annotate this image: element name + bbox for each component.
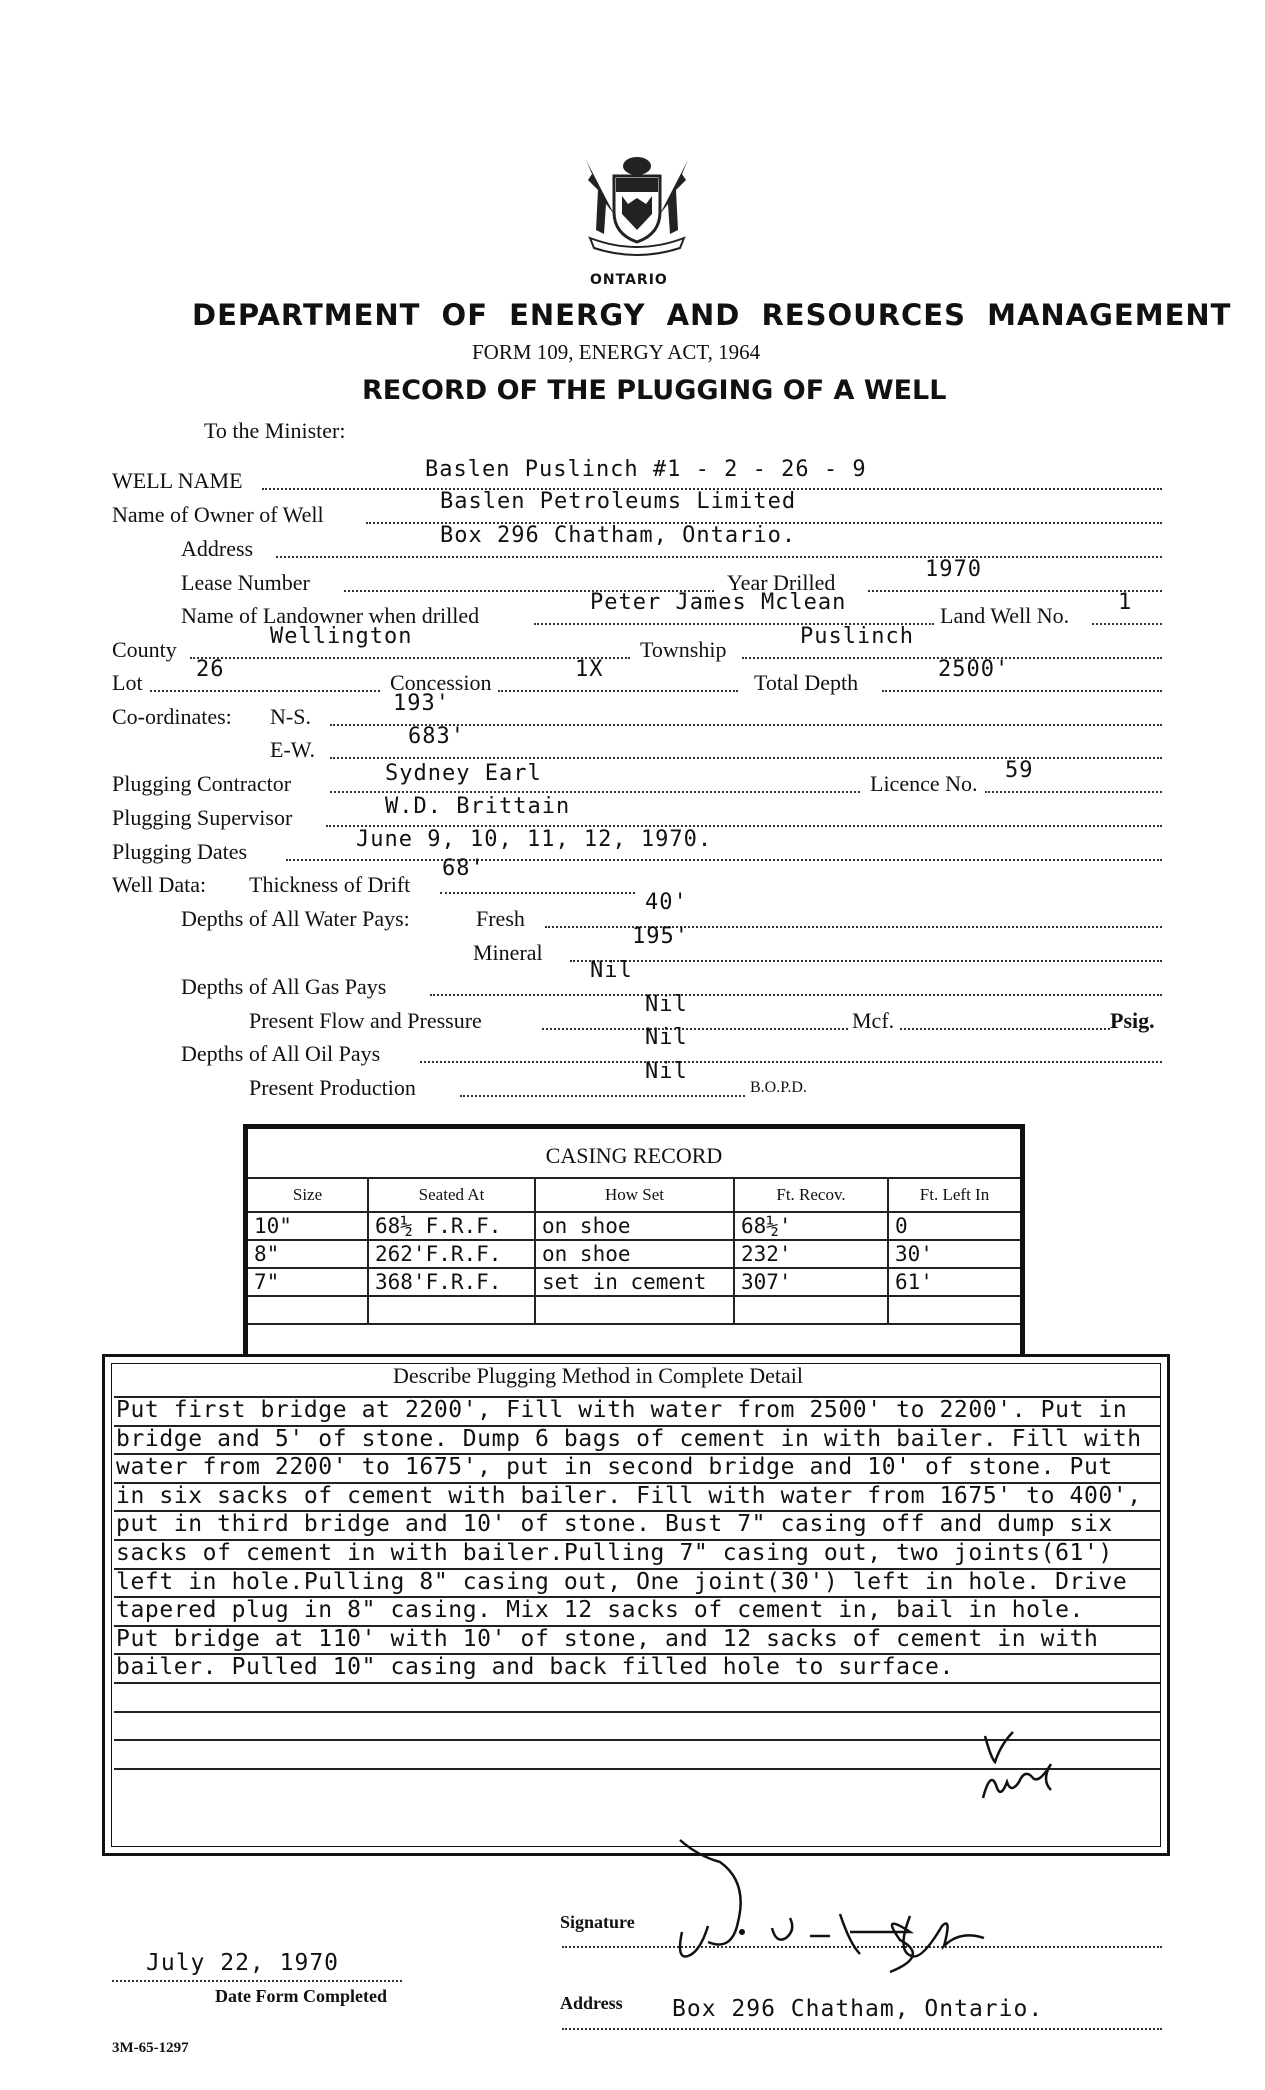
- concession-label: Concession: [390, 670, 492, 695]
- township-label: Township: [640, 637, 727, 662]
- casing-cell: [888, 1296, 1020, 1324]
- plugging-line: water from 2200' to 1675', put in second bridge and 10' of stone. Put: [116, 1454, 1113, 1480]
- gas-value: Nil: [590, 958, 633, 983]
- casing-cell: 307': [734, 1268, 888, 1296]
- ruled-line: [114, 1711, 1160, 1713]
- casing-cell: on shoe: [535, 1212, 734, 1240]
- bopd-label: B.O.P.D.: [750, 1079, 807, 1096]
- lot-value: 26: [196, 657, 225, 682]
- casing-cell: 61': [888, 1268, 1020, 1296]
- total-depth-label: Total Depth: [754, 670, 859, 695]
- casing-rows: [248, 1212, 1020, 1324]
- col-seated: Seated At: [368, 1178, 535, 1212]
- department-title: DEPARTMENT OF ENERGY AND RESOURCES MANAGEMENT: [192, 298, 1232, 332]
- owner-label: Name of Owner of Well: [112, 502, 324, 527]
- contractor-value: Sydney Earl: [385, 761, 542, 786]
- form-subtitle: FORM 109, ENERGY ACT, 1964: [472, 340, 761, 364]
- casing-row: [248, 1212, 1020, 1240]
- casing-cell: on shoe: [535, 1240, 734, 1268]
- landowner-value: Peter James Mclean: [590, 590, 847, 615]
- dates-label: Plugging Dates: [112, 839, 248, 864]
- casing-cell: [248, 1296, 368, 1324]
- plugging-line: left in hole.Pulling 8" casing out, One joint(30') left in hole. Drive: [116, 1569, 1128, 1595]
- col-howset: How Set: [535, 1178, 734, 1212]
- casing-row: [248, 1240, 1020, 1268]
- ruled-line: [114, 1682, 1160, 1684]
- approval-initials: [975, 1728, 1085, 1808]
- production-value: Nil: [645, 1059, 688, 1084]
- date-completed-label: Date Form Completed: [215, 1986, 387, 2006]
- township-value: Puslinch: [800, 624, 914, 649]
- casing-cell: [535, 1296, 734, 1324]
- plugging-line: bridge and 5' of stone. Dump 6 bags of cement in with bailer. Fill with: [116, 1426, 1142, 1452]
- mineral-value: 195': [632, 924, 689, 949]
- dates-value: June 9, 10, 11, 12, 1970.: [356, 827, 713, 852]
- casing-cell: [734, 1296, 888, 1324]
- plugging-line: bailer. Pulled 10" casing and back filled hole to surface.: [116, 1654, 954, 1680]
- form-code: 3M-65-1297: [112, 2040, 189, 2056]
- ns-label: N-S.: [270, 704, 311, 729]
- year-label: Year Drilled: [727, 570, 836, 595]
- ew-label: E-W.: [270, 737, 316, 762]
- address-label: Address: [181, 536, 254, 561]
- well-name-value: Baslen Puslinch #1 - 2 - 26 - 9: [425, 457, 867, 482]
- province-label: ONTARIO: [590, 272, 668, 288]
- landowner-label: Name of Landowner when drilled: [181, 603, 480, 628]
- casing-cell: 262'F.R.F.: [368, 1240, 535, 1268]
- supervisor-label: Plugging Supervisor: [112, 805, 293, 830]
- signature: [660, 1836, 1080, 1976]
- ontario-coat-of-arms: [576, 152, 698, 260]
- casing-cell: 10": [248, 1212, 368, 1240]
- mcf-label: Mcf.: [852, 1008, 895, 1033]
- flow-value: Nil: [645, 992, 688, 1017]
- casing-cell: 68½ F.R.F.: [368, 1212, 535, 1240]
- well-name-label: WELL NAME: [112, 468, 243, 493]
- plugging-line: tapered plug in 8" casing. Mix 12 sacks of cement in, bail in hole.: [116, 1597, 1084, 1623]
- signature-label: Signature: [560, 1912, 635, 1932]
- production-label: Present Production: [249, 1075, 416, 1100]
- plugging-line: put in third bridge and 10' of stone. Bust 7" casing off and dump six: [116, 1511, 1113, 1537]
- casing-cell: 0: [888, 1212, 1020, 1240]
- psig-label: Psig.: [1110, 1008, 1155, 1033]
- mineral-label: Mineral: [473, 940, 543, 965]
- address-footer-value: Box 296 Chatham, Ontario.: [672, 1996, 1044, 2022]
- county-label: County: [112, 637, 177, 662]
- casing-row: [248, 1268, 1020, 1296]
- ew-value: 683': [408, 724, 465, 749]
- fresh-label: Fresh: [476, 906, 525, 931]
- land-well-label: Land Well No.: [940, 603, 1070, 628]
- coordinates-label: Co-ordinates:: [112, 704, 232, 729]
- casing-cell: 8": [248, 1240, 368, 1268]
- well-data-label: Well Data:: [112, 872, 207, 897]
- licence-value: 59: [1005, 758, 1034, 783]
- address-value: Box 296 Chatham, Ontario.: [440, 523, 797, 548]
- drift-label: Thickness of Drift: [249, 872, 411, 897]
- casing-cell: set in cement: [535, 1268, 734, 1296]
- casing-cell: 232': [734, 1240, 888, 1268]
- gas-label: Depths of All Gas Pays: [181, 974, 387, 999]
- date-completed-value: July 22, 1970: [146, 1950, 340, 1976]
- supervisor-value: W.D. Brittain: [385, 794, 571, 819]
- plugging-line: Put first bridge at 2200', Fill with water from 2500' to 2200'. Put in: [116, 1397, 1128, 1423]
- casing-record-box: [243, 1124, 1025, 1354]
- licence-label: Licence No.: [870, 771, 978, 796]
- to-minister: To the Minister:: [204, 418, 346, 443]
- casing-row: [248, 1296, 1020, 1324]
- flow-label: Present Flow and Pressure: [249, 1008, 482, 1033]
- concession-value: 1X: [575, 657, 604, 682]
- fresh-value: 40': [645, 890, 688, 915]
- oil-label: Depths of All Oil Pays: [181, 1041, 381, 1066]
- lease-label: Lease Number: [181, 570, 310, 595]
- contractor-label: Plugging Contractor: [112, 771, 292, 796]
- col-size: Size: [248, 1178, 368, 1212]
- county-value: Wellington: [270, 624, 413, 649]
- casing-cell: 368'F.R.F.: [368, 1268, 535, 1296]
- lot-label: Lot: [112, 670, 143, 695]
- casing-cell: [368, 1296, 535, 1324]
- water-label: Depths of All Water Pays:: [181, 906, 410, 931]
- col-recov: Ft. Recov.: [734, 1178, 888, 1212]
- plugging-line: Put bridge at 110' with 10' of stone, and 12 sacks of cement in with: [116, 1626, 1099, 1652]
- col-left: Ft. Left In: [888, 1178, 1020, 1212]
- casing-record-title: CASING RECORD: [545, 1143, 723, 1168]
- plugging-method-title: Describe Plugging Method in Complete Detail: [393, 1363, 803, 1388]
- year-value: 1970: [925, 557, 982, 582]
- plugging-line: in six sacks of cement with bailer. Fill with water from 1675' to 400',: [116, 1483, 1142, 1509]
- casing-cell: 68½': [734, 1212, 888, 1240]
- address-footer-label: Address: [560, 1993, 623, 2013]
- owner-value: Baslen Petroleums Limited: [440, 489, 797, 514]
- document-title: RECORD OF THE PLUGGING OF A WELL: [362, 375, 947, 406]
- land-well-value: 1: [1118, 590, 1133, 615]
- drift-value: 68': [442, 856, 485, 881]
- plugging-line: sacks of cement in with bailer.Pulling 7" casing out, two joints(61'): [116, 1540, 1113, 1566]
- total-depth-value: 2500': [938, 657, 1010, 682]
- oil-value: Nil: [645, 1025, 688, 1050]
- ns-value: 193': [393, 691, 450, 716]
- casing-table: [248, 1177, 1020, 1325]
- casing-cell: 30': [888, 1240, 1020, 1268]
- casing-cell: 7": [248, 1268, 368, 1296]
